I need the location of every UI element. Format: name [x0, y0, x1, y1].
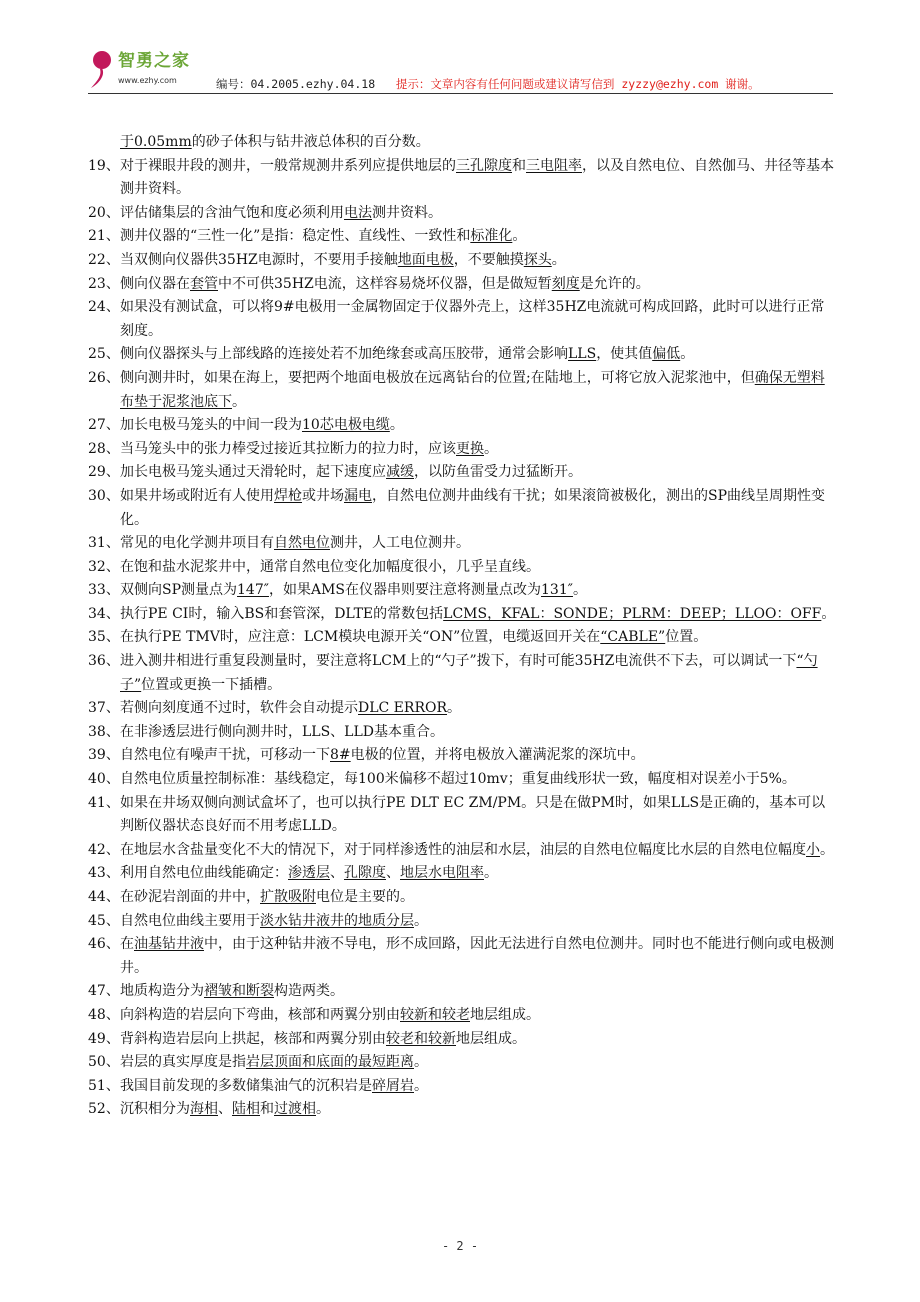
question-text: ，以及自然电位、自然伽马、井径等基本测井资料。 [120, 157, 834, 198]
item-number: 31、 [88, 535, 120, 552]
list-item [88, 131, 838, 155]
list-item [88, 721, 838, 745]
list-item [88, 839, 838, 863]
question-text: 常见的电化学测井项目有 [120, 535, 274, 552]
question-text: 、 [218, 1101, 232, 1118]
item-number: 52、 [88, 1101, 120, 1118]
question-text: 电位是主要的。 [316, 889, 414, 905]
answer-blank: 10芯电极电缆 [302, 417, 390, 434]
question-text: 。 [512, 228, 527, 245]
item-number: 21、 [88, 228, 120, 245]
list-item [88, 1051, 838, 1075]
question-text: 位置。 [665, 629, 708, 646]
question-text: 执行PE CI时，输入BS和套管深，DLTE的常数包括 [120, 605, 444, 622]
item-number: 51、 [88, 1077, 120, 1094]
question-text: 如果井场或附近有人使用 [120, 487, 274, 504]
list-item [88, 650, 838, 697]
item-number: 28、 [88, 440, 120, 457]
question-text: 。 [821, 605, 836, 622]
document-code: 编号：04.2005.ezhy.04.18 [216, 77, 376, 91]
page-number: - 2 - [441, 1239, 479, 1253]
answer-blank: 过渡相 [274, 1101, 316, 1118]
question-text: 或井场 [302, 487, 344, 504]
list-item [88, 556, 838, 580]
list-item [88, 249, 838, 273]
item-number: 32、 [88, 558, 120, 575]
question-text: 是允许的。 [579, 275, 650, 292]
question-text: 电极的位置，并将电极放入灌满泥浆的深坑中。 [350, 747, 645, 764]
item-number: 22、 [88, 251, 120, 268]
question-text: 的砂子体积与钻井液总体积的百分数。 [191, 134, 430, 150]
answer-blank: 于0.05mm [120, 134, 192, 150]
question-text: 对于裸眼井段的测井，一般常规测井系列应提供地层的 [120, 157, 456, 174]
answer-blank: DLC ERROR [358, 700, 448, 717]
question-text: 位置或更换一下插槽。 [141, 676, 282, 693]
item-number: 24、 [88, 299, 120, 316]
list-item [88, 603, 838, 627]
question-text: ，如果AMS在仪器串则要注意将测量点改为 [268, 582, 542, 599]
answer-blank: 焊枪 [274, 487, 302, 504]
answer-blank: 渗透层 [288, 865, 330, 882]
answer-blank: 三电阻率 [526, 157, 582, 174]
list-item [88, 744, 838, 768]
answer-blank: 探头 [523, 251, 552, 268]
answer-blank: 褶皱和断裂 [204, 983, 274, 1000]
question-text: 构造两类。 [274, 983, 344, 1000]
answer-blank: 8# [330, 747, 351, 764]
answer-blank: 标准化 [470, 228, 513, 245]
item-number: 23、 [88, 275, 120, 292]
question-text: 和 [512, 157, 526, 174]
question-text: 在非渗透层进行侧向测井时，LLS、LLD基本重合。 [120, 723, 445, 740]
question-text: 。 [316, 1101, 330, 1118]
item-number: 33、 [88, 582, 120, 599]
list-item [88, 886, 838, 910]
answer-blank: 较新和较老 [400, 1006, 470, 1023]
item-number: 36、 [88, 653, 120, 670]
list-item [88, 485, 838, 532]
answer-blank: 偏低 [652, 346, 681, 363]
answer-blank: 三孔隙度 [456, 157, 512, 174]
answer-blank: 海相 [190, 1101, 218, 1118]
question-text: ，使其值 [596, 346, 653, 363]
item-number: 30、 [88, 487, 120, 504]
question-text: 若侧向刻度通不过时，软件会自动提示 [120, 700, 358, 717]
question-text: 在执行PE TMV时，应注意：LCM模块电源开关“ON”位置，电缆返回开关在 [120, 629, 601, 646]
item-number: 48、 [88, 1006, 120, 1023]
item-number: 37、 [88, 700, 120, 717]
question-text: 岩层的真实厚度是指 [120, 1054, 246, 1071]
answer-blank: 确保无塑料布垫于泥浆池底下 [120, 369, 825, 410]
question-text: 地层组成。 [470, 1006, 540, 1023]
question-text: 测井仪器的“三性一化”是指：稳定性、直线性、一致性和 [120, 228, 471, 245]
question-text: 当双侧向仪器供35HZ电源时，不要用手接触 [120, 251, 398, 268]
question-text: 双侧向SP测量点为 [120, 582, 238, 599]
list-item [88, 792, 838, 839]
answer-blank: 147″ [237, 582, 269, 599]
question-text: 加长电极马笼头通过天滑轮时，起下速度应 [120, 464, 386, 481]
list-item [88, 155, 838, 202]
answer-blank: 扩散吸附 [260, 889, 316, 905]
question-text: 。 [414, 1054, 428, 1071]
list-item [88, 1075, 838, 1099]
question-text: 我国目前发现的多数储集油气的沉积岩是 [120, 1077, 372, 1094]
question-text: ，不要触摸 [453, 251, 524, 268]
list-item [88, 532, 838, 556]
question-text: 当马笼头中的张力棒受过接近其拉断力的拉力时，应该 [120, 440, 456, 457]
question-text: 地层组成。 [456, 1030, 526, 1047]
answer-blank: 碎屑岩 [372, 1077, 414, 1094]
question-text: 。 [572, 582, 587, 599]
list-item [88, 933, 838, 980]
list-item [88, 202, 838, 226]
question-text: 如果没有测试盒，可以将9#电极用一金属物固定于仪器外壳上，这样35HZ电流就可构成回路，此时可以进行正常刻度。 [120, 299, 825, 339]
list-item [88, 980, 838, 1004]
question-text: 。 [414, 1077, 428, 1094]
answer-blank: 孔隙度 [344, 865, 386, 882]
list-item [88, 1098, 838, 1122]
item-number: 38、 [88, 723, 120, 740]
answer-blank: LLS [568, 346, 597, 363]
question-text: 在地层水含盐量变化不大的情况下，对于同样渗透性的油层和水层，油层的自然电位幅度比水层的自然电位幅度 [120, 841, 806, 858]
answer-blank: 陆相 [232, 1101, 260, 1118]
answer-blank: 淡水钻井液井的地质分层 [260, 912, 414, 929]
item-number: 41、 [88, 794, 120, 811]
list-item [88, 414, 838, 438]
list-item [88, 225, 838, 249]
question-text: 评估储集层的含油气饱和度必须利用 [120, 204, 344, 221]
question-text: 自然电位有噪声干扰，可移动一下 [120, 747, 330, 764]
answer-blank: 套管 [190, 275, 218, 292]
question-text: 。 [447, 700, 462, 717]
question-text: 自然电位曲线主要用于 [120, 912, 260, 929]
answer-blank: 自然电位 [274, 535, 330, 552]
question-text: 和 [260, 1101, 274, 1118]
header-info [216, 76, 760, 92]
item-number: 39、 [88, 747, 120, 764]
question-text: 向斜构造的岩层向下弯曲，核部和两翼分别由 [120, 1006, 400, 1023]
question-text: 地质构造分为 [120, 983, 204, 1000]
answer-blank: “勺子” [120, 653, 818, 693]
question-text: 。 [414, 912, 428, 929]
page-header [88, 40, 833, 94]
list-item [88, 1028, 838, 1052]
answer-blank: “CABLE” [600, 629, 666, 646]
answer-blank: 更换 [456, 440, 484, 457]
question-text: 。 [680, 346, 695, 363]
question-text: 进入测井相进行重复段测量时，要注意将LCM上的“勺子”拨下，有时可能35HZ电流供不下去，可以调试一下 [120, 653, 797, 670]
site-logo [88, 44, 208, 92]
logo-mark-icon [88, 48, 116, 92]
question-list [88, 131, 838, 1122]
header-rule [88, 93, 833, 94]
question-text: 如果在井场双侧向测试盒坏了，也可以执行PE DLT EC ZM/PM。只是在做PM时，如果LLS是正确的，基本可以判断仪器状态良好而不用考虑LLD。 [120, 794, 826, 835]
question-text: 中不可供35HZ电流，这样容易烧坏仪器，但是做短暂 [218, 275, 552, 292]
item-number: 40、 [88, 771, 120, 788]
list-item [88, 461, 838, 485]
answer-blank: 131″ [541, 582, 573, 599]
item-number: 50、 [88, 1054, 120, 1071]
question-text: 在砂泥岩剖面的井中， [120, 889, 260, 905]
list-item [88, 910, 838, 934]
answer-blank: 漏电 [344, 487, 372, 504]
question-text: 。 [551, 251, 566, 268]
question-text: 侧向仪器在 [120, 275, 190, 292]
logo-text: 智勇之家 [118, 51, 190, 71]
question-text: 、 [386, 865, 400, 882]
logo-url: www.ezhy.com [118, 76, 177, 85]
question-text: 加长电极马笼头的中间一段为 [120, 417, 302, 434]
item-number: 46、 [88, 936, 120, 953]
item-number: 43、 [88, 865, 120, 882]
answer-blank: LCMS，KFAL：SONDE；PLRM：DEEP；LLOO：OFF [443, 605, 822, 622]
question-text: 测井，人工电位测井。 [330, 535, 470, 552]
item-number: 47、 [88, 983, 120, 1000]
question-text: 在饱和盐水泥浆井中，通常自然电位变化加幅度很小，几乎呈直线。 [120, 558, 540, 575]
list-item [88, 296, 838, 343]
answer-blank: 小 [806, 841, 820, 858]
list-item [88, 367, 838, 414]
question-text: 测井资料。 [372, 204, 442, 221]
item-number: 49、 [88, 1030, 120, 1047]
question-text: 利用自然电位曲线能确定： [120, 865, 288, 882]
list-item [88, 626, 838, 650]
list-item [88, 697, 838, 721]
item-number: 20、 [88, 204, 120, 221]
answer-blank: 油基钻井液 [134, 936, 204, 953]
contact-tip: 提示：文章内容有任何问题或建议请写信到 zyzzy@ezhy.com 谢谢。 [395, 77, 760, 91]
list-item [88, 438, 838, 462]
question-text: 侧向仪器探头与上部线路的连接处若不加绝缘套或高压胶带，通常会影响 [120, 346, 568, 363]
answer-blank: 电法 [344, 204, 372, 221]
item-number: 29、 [88, 464, 120, 481]
item-number: 42、 [88, 841, 120, 858]
answer-blank: 岩层顶面和底面的最短距离 [246, 1054, 414, 1071]
question-text: 。 [389, 417, 404, 434]
item-number: 27、 [88, 417, 120, 434]
question-text: 。 [232, 393, 246, 410]
answer-blank: 刻度 [551, 275, 580, 292]
question-text: 侧向测井时，如果在海上，要把两个地面电极放在远离钻台的位置;在陆地上，可将它放入泥浆池中，但 [120, 369, 755, 386]
answer-blank: 地层水电阻率 [400, 865, 484, 882]
list-item [88, 273, 838, 297]
item-number: 45、 [88, 912, 120, 929]
question-text: 。 [820, 841, 834, 858]
question-text: 。 [484, 865, 498, 882]
question-text: ，以防鱼雷受力过猛断开。 [414, 464, 582, 481]
item-number: 25、 [88, 346, 120, 363]
question-text: 在 [120, 936, 134, 953]
list-item [88, 768, 838, 792]
question-text: 背斜构造岩层向上拱起，核部和两翼分别由 [120, 1030, 386, 1047]
item-number: 19、 [88, 157, 120, 174]
question-text: 沉积相分为 [120, 1101, 190, 1118]
question-text: ，自然电位测井曲线有干扰；如果滚筒被极化，测出的SP曲线呈周期性变化。 [120, 487, 826, 528]
question-text: 中，由于这种钻井液不导电，形不成回路，因此无法进行自然电位测井。同时也不能进行侧向或电极测井。 [120, 936, 834, 976]
item-number: 34、 [88, 605, 120, 622]
list-item [88, 1004, 838, 1028]
answer-blank: 地面电极 [397, 251, 454, 268]
list-item [88, 579, 838, 603]
item-number: 35、 [88, 629, 120, 646]
item-number: 44、 [88, 889, 120, 905]
item-number: 26、 [88, 369, 120, 386]
question-text: 。 [484, 440, 498, 457]
list-item [88, 343, 838, 367]
question-text: 自然电位质量控制标准：基线稳定，每100米偏移不超过10mv；重复曲线形状一致，幅度相对误差小于5%。 [120, 771, 796, 788]
answer-blank: 减缓 [386, 464, 414, 481]
list-item [88, 862, 838, 886]
question-text: 、 [330, 865, 344, 882]
answer-blank: 较老和较新 [386, 1030, 456, 1047]
